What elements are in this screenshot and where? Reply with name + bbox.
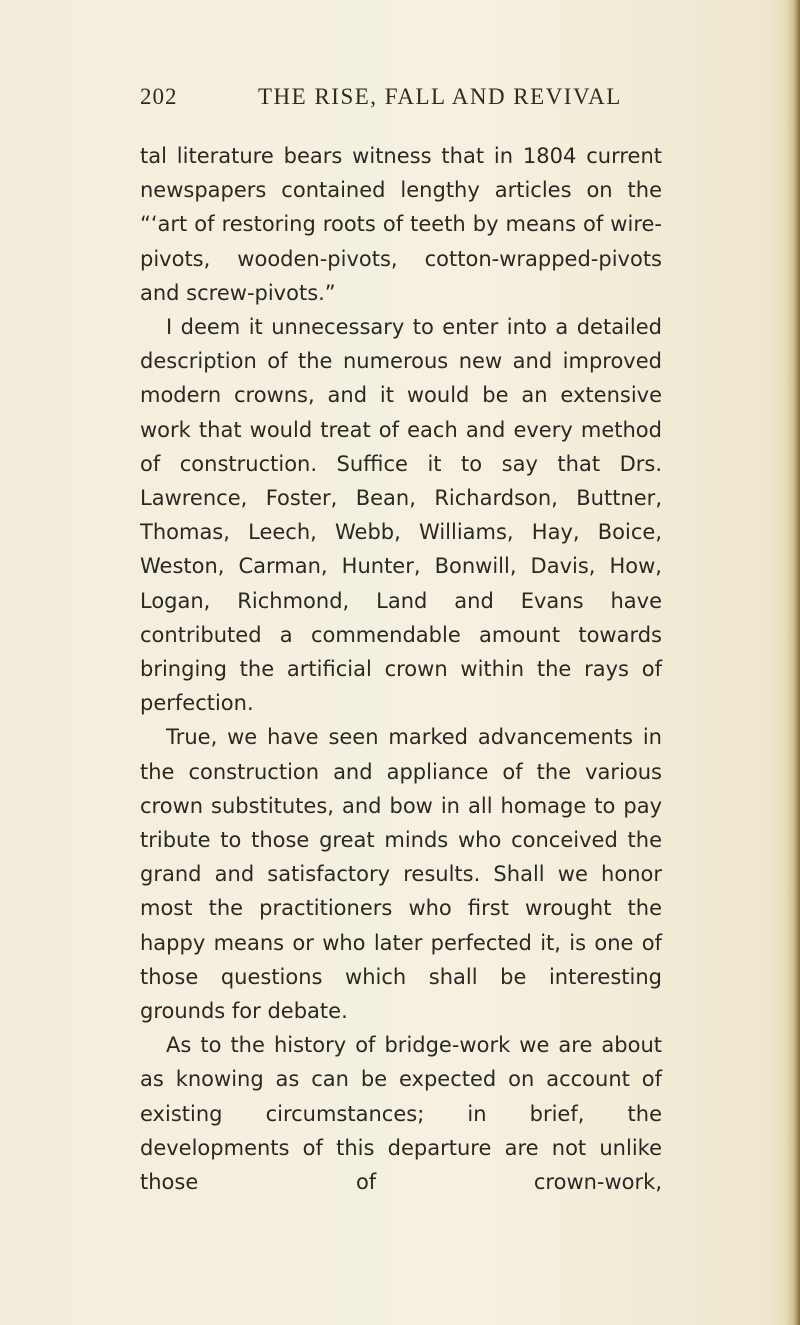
running-title: THE RISE, FALL AND REVIVAL (258, 84, 622, 109)
page-edge-shadow (786, 0, 800, 1325)
page-header (140, 84, 660, 118)
body-text (140, 139, 662, 1199)
paragraph-crowns: I deem it unnecessary to enter into a detailed description of the numerous new and improved modern crowns, and it would be an extensive work that would treat of each and every method of construction. Suffice it to say that Drs. Lawrence, Foster, Bean, Richardson, Buttner, Thomas, Leech, Webb, Williams, Hay, Boice, Weston, Carman, Hunter, Bonwill, Davis, How, Logan, Richmond, Land and Evans have contributed a commendable amount towards bringing the artificial crown within the rays of perfection. (140, 315, 662, 716)
paragraph-bridge-work: As to the history of bridge-work we are about as knowing as can be expected on account of existing circumstances; in brief, the developments of this departure are not unlike those of crown-work, (140, 1033, 662, 1195)
page-number: 202 (140, 84, 178, 109)
paragraph-advancements: True, we have seen marked advancements in the construction and appliance of the various crown substitutes, and bow in all homage to pay tribute to those great minds who conceived the grand and satisfactory results. Shall we honor most the practitioners who first wrought the happy means or who later perfected it, is one of those questions which shall be interesting grounds for debate. (140, 725, 662, 1024)
paragraph-continuation: tal literature bears witness that in 1804 current newspapers contained lengthy articles on the “‘art of restoring roots of teeth by means of wire-pivots, wooden-pivots, cotton-wrapped-pivots and screw-pivots.” (140, 144, 662, 305)
